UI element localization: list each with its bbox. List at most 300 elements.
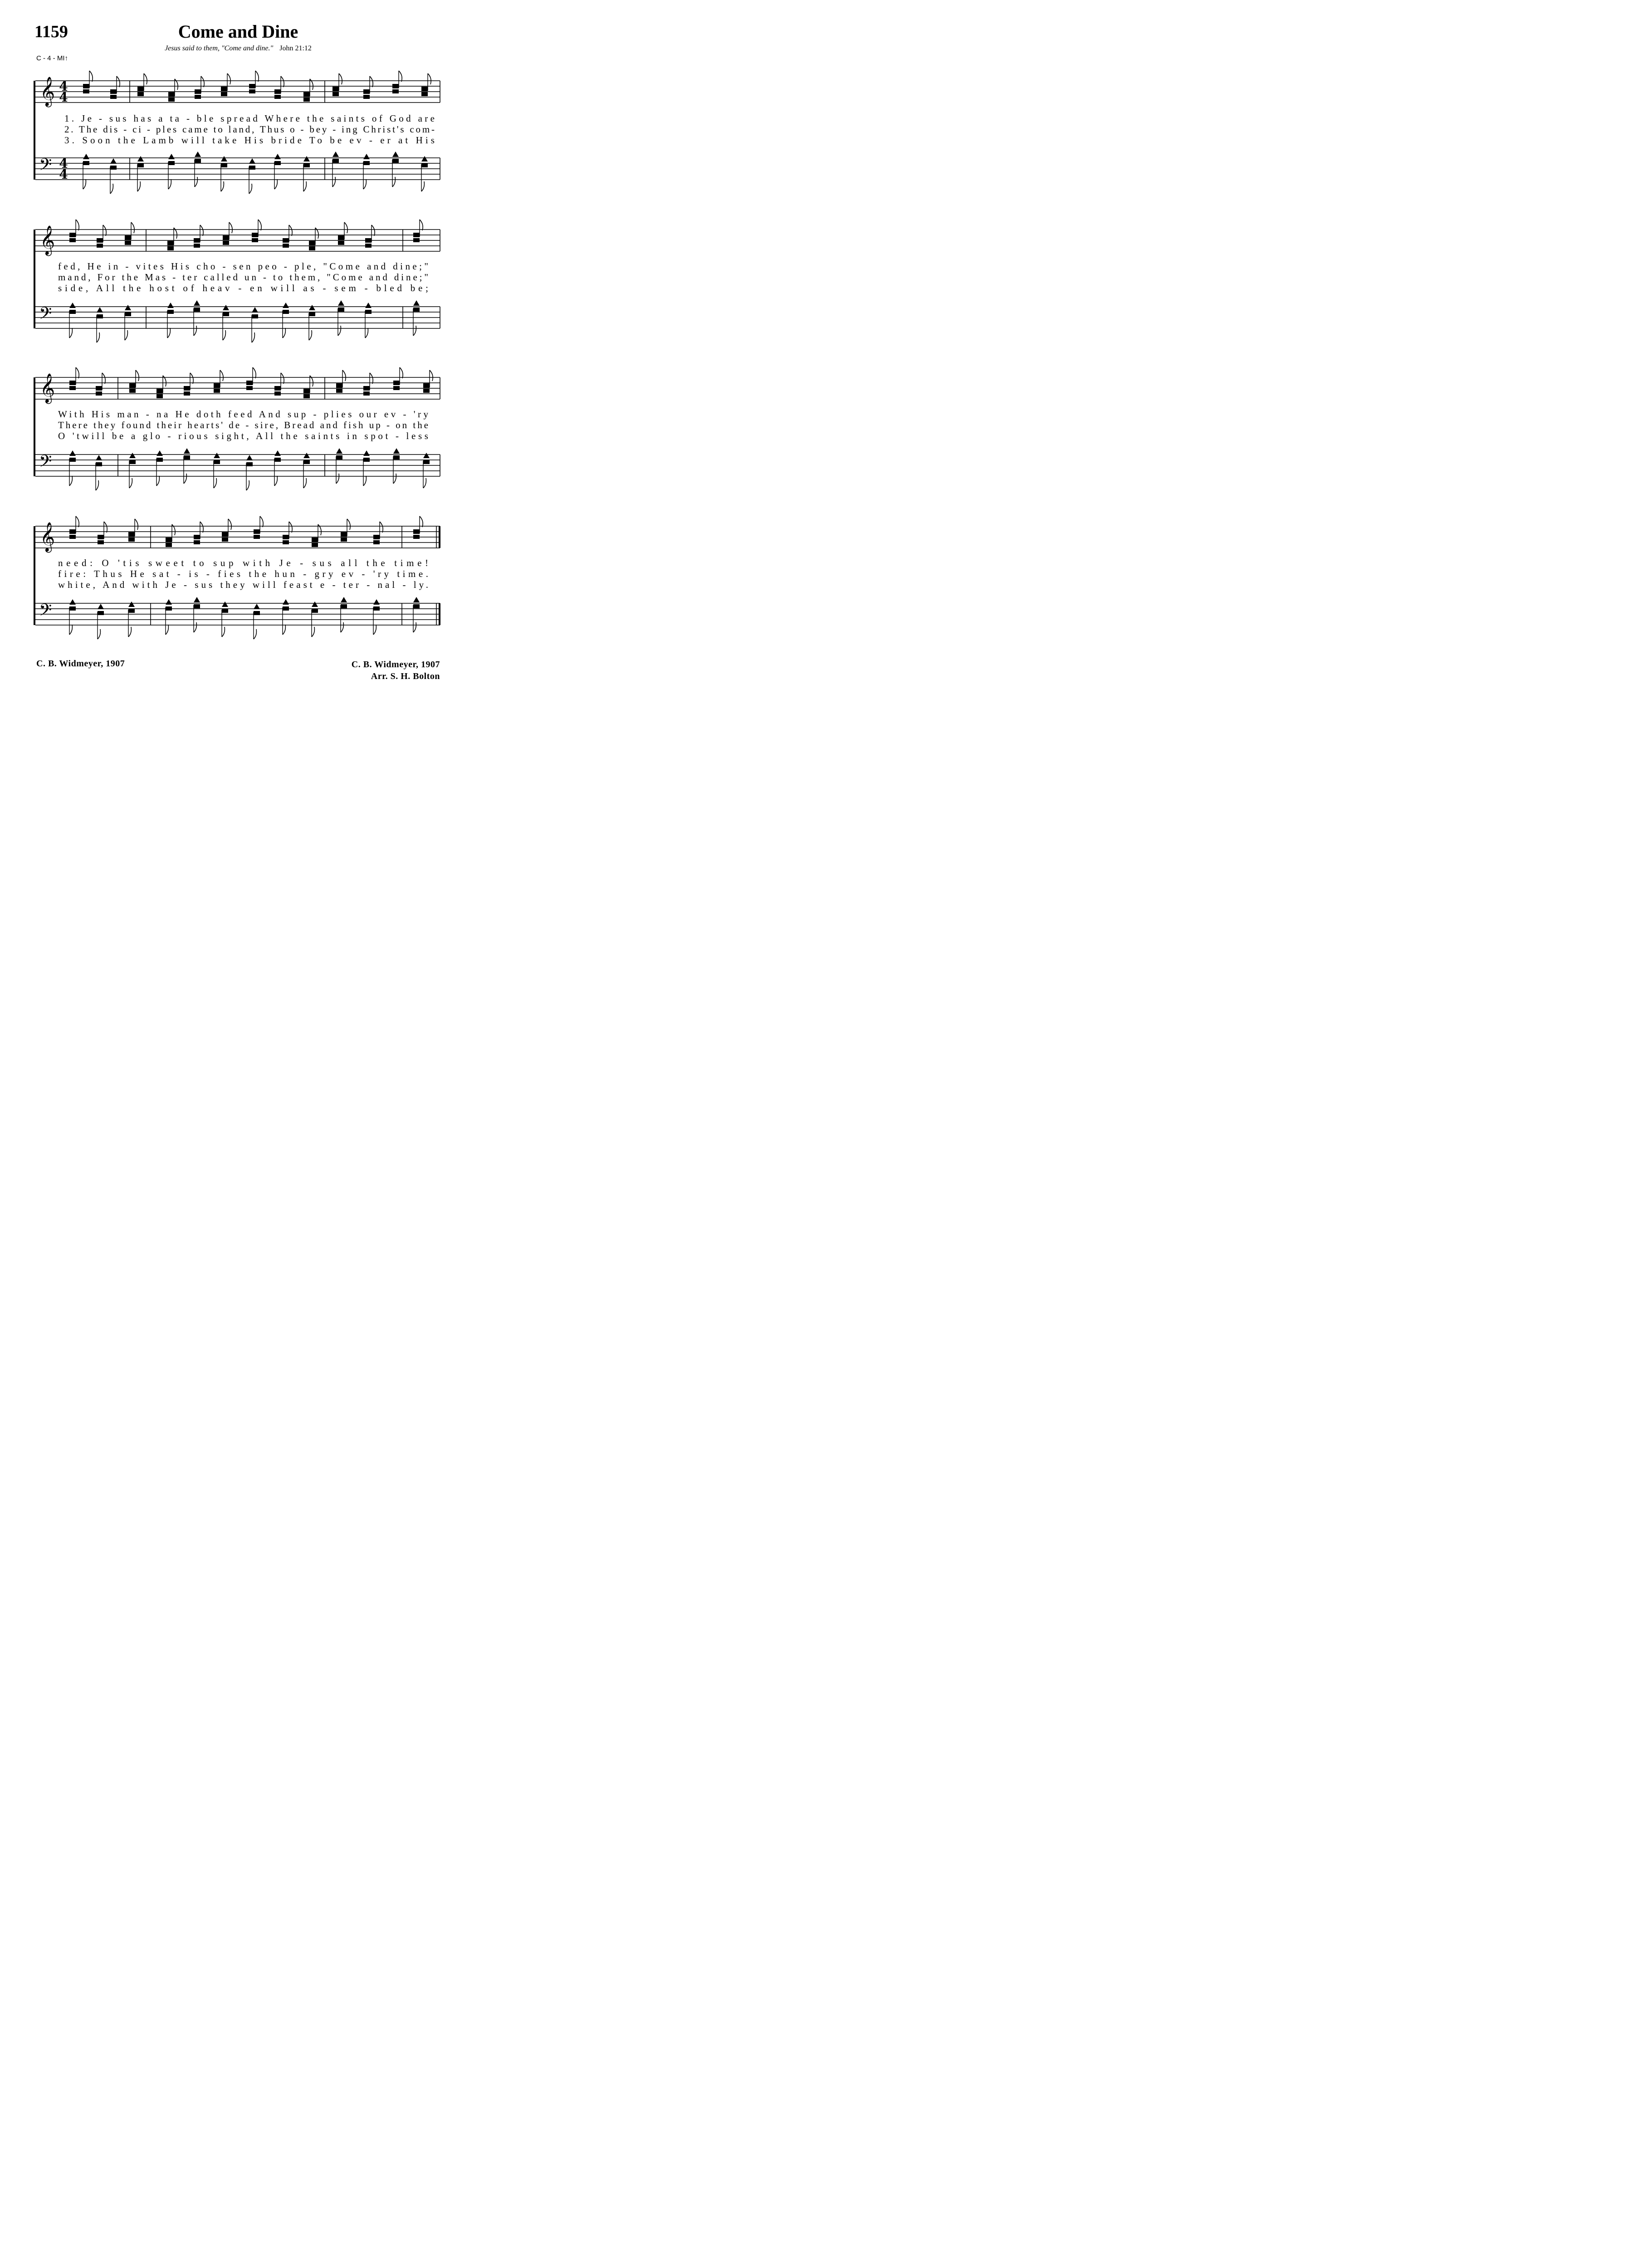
- note-flag: [125, 330, 127, 340]
- lyric-syllable: -: [181, 113, 190, 124]
- lyric-syllable: sus: [190, 579, 213, 590]
- treble-note-head: [421, 87, 428, 91]
- treble-note-head: [312, 543, 318, 547]
- treble-note-head: [363, 386, 370, 391]
- lyric-syllable: -: [162, 430, 171, 441]
- lyric-syllable: will: [247, 579, 276, 590]
- treble-note-head: [274, 391, 281, 396]
- lyric-syllable: time.: [391, 568, 429, 579]
- lyric-syllable: the: [275, 430, 298, 441]
- treble-note-head: [413, 238, 420, 242]
- note-flag: [128, 627, 131, 637]
- bass-note-head: [365, 310, 372, 314]
- bass-clef-icon: 𝄢: [39, 601, 52, 624]
- lyric-syllable: heav: [197, 283, 230, 293]
- note-flag: [76, 516, 79, 527]
- system-bracket: [34, 81, 35, 180]
- lyric-syllable: -: [327, 579, 336, 590]
- bass-note-head: [156, 458, 163, 462]
- lyric-syllable: sup: [207, 557, 234, 568]
- lyric-syllable: nal: [372, 579, 395, 590]
- treble-note-head: [336, 383, 342, 388]
- lyric-syllable: dine;": [388, 261, 428, 272]
- note-flag: [156, 476, 159, 486]
- treble-note-head: [283, 535, 289, 539]
- lyric-syllable: -: [328, 124, 336, 135]
- key-info-text: C - 4 - MI: [36, 54, 65, 62]
- lyric-syllable: hun: [269, 568, 295, 579]
- lyric-syllable: ter: [338, 579, 359, 590]
- lyric-syllable: o: [286, 124, 295, 135]
- bass-note-head: [309, 312, 315, 316]
- lyric-syllable: 1. Je: [64, 113, 92, 124]
- lyric-syllable: in: [342, 430, 357, 441]
- lyric-syllable: His: [87, 409, 110, 420]
- note-flag: [136, 370, 139, 381]
- treble-note-head: [110, 89, 117, 94]
- lyric-syllable: spot: [359, 430, 388, 441]
- treble-note-head: [332, 87, 339, 91]
- system-bracket: [34, 526, 35, 625]
- lyric-syllable: feast: [278, 579, 313, 590]
- lyric-syllable: with: [127, 579, 157, 590]
- lyric-syllable: of: [177, 283, 194, 293]
- lyric-syllable: -: [296, 124, 304, 135]
- lyric-syllable: are: [413, 113, 435, 124]
- lyric-syllable: -: [317, 283, 326, 293]
- note-flag: [421, 181, 424, 191]
- treble-note-head: [194, 535, 200, 539]
- note-flag: [184, 474, 186, 484]
- music-credit: C. B. Widmeyer, 1907: [351, 660, 440, 670]
- bass-note-head: [423, 453, 430, 458]
- bass-note-head: [69, 450, 76, 456]
- lyric-syllable: en: [244, 283, 262, 293]
- lyric-syllable: sight,: [210, 430, 249, 441]
- note-flag: [131, 222, 134, 233]
- lyric-syllable: hearts': [183, 420, 223, 430]
- lyric-syllable: He: [82, 261, 101, 272]
- lyric-syllable: -: [178, 579, 187, 590]
- note-flag: [260, 516, 263, 527]
- treble-note-head: [338, 235, 344, 240]
- lyric-syllable: saints: [326, 113, 365, 124]
- lyric-syllable: -: [308, 409, 317, 420]
- bass-note-head: [373, 606, 380, 611]
- lyric-line-verse-2: [58, 272, 428, 283]
- treble-note-head: [303, 389, 310, 393]
- lyric-syllable: -: [168, 272, 176, 283]
- note-flag: [214, 478, 216, 488]
- lyric-syllable: na: [152, 409, 168, 420]
- treble-note-head: [363, 95, 370, 99]
- lyric-syllable: host: [144, 283, 175, 293]
- lyric-syllable: His: [239, 135, 264, 146]
- lyric-syllable: "Come: [318, 261, 360, 272]
- note-flag: [303, 478, 306, 488]
- treble-note-head: [338, 241, 344, 245]
- lyric-syllable: and: [364, 272, 387, 283]
- note-flag: [220, 370, 223, 381]
- lyric-syllable: God: [385, 113, 411, 124]
- note-flag: [365, 328, 368, 338]
- lyric-syllable: sen: [228, 261, 251, 272]
- treble-note-head: [194, 238, 200, 243]
- treble-note-head: [341, 538, 347, 542]
- bass-note-head: [249, 158, 255, 164]
- treble-note-head: [252, 233, 258, 237]
- treble-note-head: [156, 394, 163, 398]
- treble-clef-icon: 𝄞: [40, 522, 55, 552]
- note-flag: [103, 225, 106, 236]
- note-flag: [200, 225, 203, 236]
- bass-note-head: [156, 450, 163, 456]
- lyric-syllable: at: [393, 135, 408, 146]
- treble-note-head: [421, 92, 428, 96]
- lyric-syllable: the: [409, 420, 428, 430]
- bass-note-head: [252, 307, 258, 313]
- note-flag: [135, 519, 138, 530]
- system-bracket: [34, 377, 35, 476]
- bass-note-head: [413, 604, 420, 608]
- time-signature-bottom: 4: [59, 90, 68, 105]
- lyric-syllable: -: [397, 579, 406, 590]
- bass-clef-icon: 𝄢: [39, 155, 52, 178]
- note-flag: [89, 71, 93, 82]
- note-flag: [283, 625, 285, 635]
- lyric-line-verse-1: [58, 409, 428, 420]
- treble-note-head: [283, 244, 289, 248]
- lyric-syllable: white,: [58, 579, 95, 590]
- treble-note-head: [274, 89, 281, 94]
- bass-note-head: [309, 305, 315, 310]
- note-flag: [399, 71, 402, 82]
- lyric-syllable: all: [335, 557, 357, 568]
- note-flag: [283, 328, 285, 338]
- note-flag: [249, 184, 252, 194]
- note-flag: [363, 476, 366, 486]
- bass-note-head: [336, 448, 342, 454]
- treble-clef-icon: 𝄞: [40, 225, 55, 255]
- bass-note-head: [274, 154, 281, 159]
- lyric-syllable: com-: [406, 124, 435, 135]
- note-flag: [144, 73, 147, 84]
- lyric-syllable: -: [142, 124, 150, 135]
- bass-note-head: [184, 448, 190, 454]
- note-flag: [69, 625, 72, 635]
- note-flag: [393, 474, 396, 484]
- bass-note-head: [341, 597, 347, 602]
- lyric-syllable: O: [96, 557, 109, 568]
- note-flag: [341, 622, 343, 632]
- treble-note-head: [223, 241, 229, 245]
- lyric-syllable: ble: [192, 113, 214, 124]
- bass-note-head: [168, 161, 175, 165]
- note-flag: [253, 367, 256, 378]
- lyric-line-verse-1: [58, 557, 428, 568]
- lyric-syllable: mand,: [58, 272, 91, 283]
- note-flag: [190, 373, 193, 384]
- lyric-syllable: fies: [212, 568, 241, 579]
- treble-note-head: [168, 92, 175, 97]
- bass-note-head: [363, 161, 370, 165]
- lyric-syllable: 'ry: [408, 409, 428, 420]
- lyric-syllable: be: [107, 430, 124, 441]
- bass-note-head: [98, 611, 104, 615]
- note-flag: [372, 225, 375, 236]
- note-flag: [222, 627, 225, 637]
- note-flag: [194, 326, 196, 336]
- lyric-syllable: they: [215, 579, 245, 590]
- treble-note-head: [221, 87, 227, 91]
- lyric-syllable: There: [58, 420, 88, 430]
- system-bracket: [34, 230, 35, 328]
- lyric-syllable: Je: [273, 557, 291, 568]
- lyric-syllable: Je: [160, 579, 176, 590]
- lyric-syllable: -: [298, 568, 307, 579]
- treble-note-head: [96, 391, 102, 396]
- lyric-syllable: the: [112, 135, 135, 146]
- note-flag: [168, 179, 171, 189]
- bass-note-head: [373, 599, 380, 605]
- treble-note-head: [254, 535, 260, 539]
- lyric-syllable: with: [237, 557, 270, 568]
- lyric-syllable: ples: [152, 124, 177, 135]
- treble-note-head: [274, 386, 281, 391]
- lyric-syllable: un: [240, 272, 256, 283]
- bass-note-head: [246, 462, 253, 466]
- lyric-syllable: the: [117, 272, 138, 283]
- bass-note-head: [128, 609, 135, 613]
- bass-note-head: [97, 307, 103, 313]
- note-flag: [76, 367, 79, 378]
- note-flag: [373, 625, 376, 635]
- treble-note-head: [222, 532, 228, 537]
- treble-note-head: [393, 381, 400, 385]
- lyric-syllable: plies: [318, 409, 352, 420]
- lyric-line-verse-3: [58, 283, 428, 293]
- lyric-syllable: 3. Soon: [64, 135, 110, 146]
- lyric-syllable: -: [119, 124, 127, 135]
- treble-note-head: [194, 540, 200, 544]
- key-arrow-icon: ↑: [64, 54, 68, 62]
- note-flag: [117, 76, 120, 87]
- lyric-syllable: sus: [104, 113, 127, 124]
- bass-note-head: [336, 455, 342, 459]
- treble-note-head: [303, 394, 310, 398]
- bass-note-head: [125, 312, 131, 316]
- note-flag: [104, 522, 107, 533]
- lyric-syllable: sire,: [250, 420, 279, 430]
- note-flag: [342, 370, 346, 381]
- bass-note-head: [413, 597, 420, 602]
- lyric-syllable: be: [324, 135, 342, 146]
- lyric-syllable: a: [153, 113, 163, 124]
- lyric-syllable: And: [98, 579, 125, 590]
- bass-note-head: [413, 308, 420, 312]
- lyric-syllable: ev: [336, 568, 354, 579]
- treble-note-head: [128, 538, 135, 542]
- bass-note-head: [69, 606, 76, 611]
- lyric-syllable: -: [233, 283, 242, 293]
- note-flag: [129, 478, 132, 488]
- time-signature-top: 4: [59, 79, 68, 94]
- note-flag: [338, 326, 341, 336]
- treble-note-head: [125, 241, 131, 245]
- treble-note-head: [283, 540, 289, 544]
- lyric-syllable: sup: [283, 409, 306, 420]
- treble-clef-icon: 𝄞: [40, 373, 55, 403]
- note-flag: [229, 222, 232, 233]
- note-flag: [430, 370, 433, 381]
- note-flag: [200, 522, 203, 533]
- lyric-syllable: called: [199, 272, 238, 283]
- lyric-syllable: to: [187, 557, 204, 568]
- lyric-syllable: -: [361, 579, 370, 590]
- lyric-syllable: ci: [128, 124, 142, 135]
- bass-note-head: [194, 300, 200, 306]
- lyric-syllable: cho: [191, 261, 215, 272]
- bass-note-head: [363, 450, 370, 456]
- lyric-syllable: fire:: [58, 568, 86, 579]
- note-flag: [97, 332, 99, 342]
- lyric-line-verse-3: [58, 579, 428, 590]
- bass-note-head: [312, 601, 318, 607]
- note-flag: [201, 76, 204, 87]
- treble-note-head: [392, 84, 399, 88]
- bass-note-head: [166, 606, 172, 611]
- bass-note-head: [363, 458, 370, 462]
- lyric-syllable: Christ's: [359, 124, 404, 135]
- note-flag: [332, 177, 335, 187]
- lyric-syllable: dine;": [389, 272, 428, 283]
- treble-note-head: [392, 89, 399, 93]
- treble-note-head: [167, 241, 174, 245]
- bass-note-head: [303, 163, 310, 167]
- note-flag: [255, 71, 259, 82]
- lyric-syllable: saints: [300, 430, 340, 441]
- bass-note-head: [338, 300, 344, 306]
- lyric-syllable: -: [141, 409, 149, 420]
- lyric-syllable: With: [58, 409, 84, 420]
- treble-note-head: [166, 538, 172, 542]
- bass-note-head: [98, 604, 104, 609]
- lyric-syllable: man: [112, 409, 139, 420]
- treble-note-head: [246, 381, 253, 385]
- scripture-quote: Jesus said to them, "Come and dine.": [165, 44, 274, 52]
- treble-note-head: [69, 233, 76, 237]
- lyric-syllable: His: [411, 135, 435, 146]
- treble-note-head: [373, 540, 380, 544]
- treble-note-head: [413, 233, 420, 237]
- lyric-syllable: their: [152, 420, 182, 430]
- bass-note-head: [283, 599, 289, 605]
- treble-note-head: [184, 386, 190, 391]
- treble-note-head: [168, 98, 175, 102]
- lyric-syllable: glo: [137, 430, 160, 441]
- bass-note-head: [83, 154, 89, 159]
- hymn-number: 1159: [34, 22, 68, 41]
- note-flag: [246, 480, 249, 490]
- lyric-syllable: found: [117, 420, 151, 430]
- treble-note-head: [167, 246, 174, 250]
- lyric-syllable: He: [170, 409, 189, 420]
- note-flag: [420, 516, 423, 527]
- lyric-syllable: -: [356, 568, 365, 579]
- treble-note-head: [83, 84, 89, 88]
- lyric-syllable: and: [316, 420, 337, 430]
- note-flag: [428, 73, 431, 84]
- lyric-syllable: will: [176, 135, 205, 146]
- lyric-line-verse-1: [64, 113, 435, 124]
- treble-note-head: [336, 389, 342, 393]
- bass-note-head: [274, 450, 281, 456]
- treble-note-head: [365, 244, 372, 248]
- note-flag: [312, 627, 314, 637]
- treble-clef-icon: 𝄞: [40, 77, 55, 106]
- lyric-line-verse-1: [58, 261, 428, 272]
- treble-note-head: [303, 92, 310, 97]
- lyric-syllable: a: [126, 430, 136, 441]
- lyric-syllable: 'tis: [112, 557, 139, 568]
- note-flag: [413, 326, 416, 336]
- bass-note-head: [110, 166, 117, 170]
- lyric-syllable: 2. The: [64, 124, 98, 135]
- lyric-syllable: to: [268, 272, 283, 283]
- bass-note-head: [214, 460, 220, 464]
- bass-note-head: [312, 609, 318, 613]
- note-flag: [137, 181, 140, 191]
- treble-note-head: [96, 386, 102, 391]
- bass-note-head: [221, 156, 227, 161]
- note-flag: [347, 519, 350, 530]
- lyric-syllable: up: [365, 420, 381, 430]
- lyric-line-verse-3: [64, 135, 435, 146]
- note-flag: [289, 522, 292, 533]
- lyric-syllable: sem: [329, 283, 356, 293]
- bass-clef-icon: 𝄢: [39, 452, 52, 475]
- treble-note-head: [98, 535, 104, 539]
- bass-note-head: [223, 312, 229, 316]
- lyric-syllable: 'ry: [367, 568, 389, 579]
- time-signature-bottom: 4: [59, 167, 68, 182]
- bass-note-head: [167, 310, 174, 314]
- treble-note-head: [156, 389, 163, 393]
- lyric-syllable: the: [117, 283, 141, 293]
- note-flag: [339, 73, 342, 84]
- bass-note-head: [167, 303, 174, 308]
- treble-note-head: [222, 538, 228, 542]
- treble-note-head: [423, 383, 430, 388]
- lyric-syllable: -: [172, 568, 181, 579]
- bass-note-head: [96, 462, 102, 466]
- bass-note-head: [246, 455, 253, 460]
- bass-note-head: [274, 161, 281, 165]
- lyric-syllable: came: [178, 124, 208, 135]
- bass-note-head: [166, 599, 172, 605]
- lyric-syllable: To: [304, 135, 322, 146]
- lyric-syllable: they: [89, 420, 116, 430]
- bass-note-head: [252, 314, 258, 318]
- treble-note-head: [274, 95, 281, 99]
- lyric-syllable: the: [302, 113, 324, 124]
- note-flag: [167, 328, 170, 338]
- treble-note-head: [97, 244, 103, 248]
- note-flag: [83, 179, 86, 189]
- lyric-syllable: sat: [147, 568, 169, 579]
- words-credit: C. B. Widmeyer, 1907: [36, 659, 125, 669]
- treble-note-head: [69, 535, 76, 539]
